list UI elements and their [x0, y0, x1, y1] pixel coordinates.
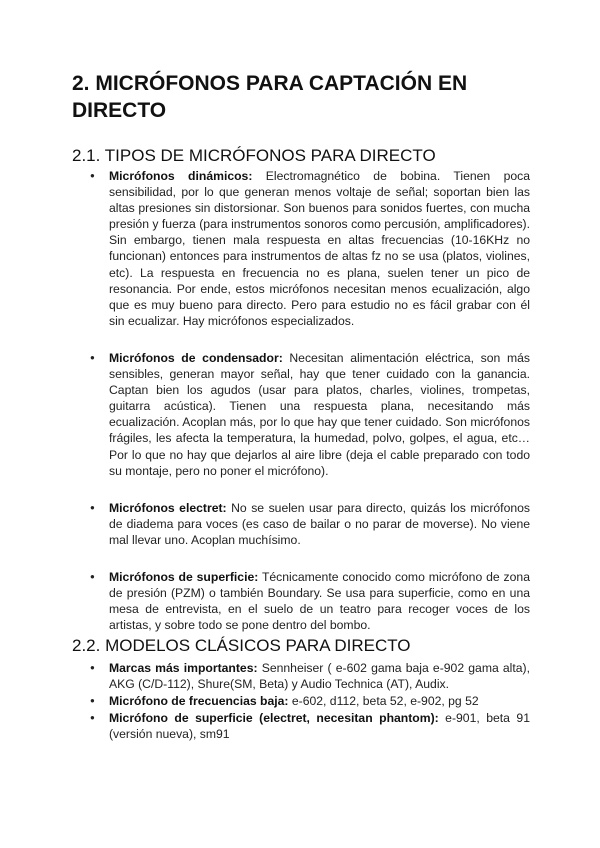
item-term: Micrófono de superficie (electret, necesitan phantom):: [109, 711, 439, 726]
section-heading-modelos: 2.2. MODELOS CLÁSICOS PARA DIRECTO: [72, 636, 411, 655]
list-item-dinamicos: [72, 168, 530, 329]
item-term: Marcas más importantes:: [109, 661, 258, 675]
item-text: Técnicamente conocido como micrófono de zona de presión (PZM) o también Boundary. Se usa para superficie, como en una mesa de entrevista, en el suelo de un teatro para recoger voces de los artistas, y sobre todo se pone dentro del bombo.: [109, 569, 530, 633]
item-text: e-901, beta 91 (versión nueva), sm91: [109, 711, 530, 742]
list-item-electret: [72, 500, 530, 548]
item-text: Necesitan alimentación eléctrica, son más sensibles, generan mayor señal, hay que tener cuidado con la ganancia. Captan bien los agudos (usar para platos, charles, violines, trompetas, guitarra acústica). Tienen una respuesta plana, necesitando más ecualización. Acoplan más, por lo que hay que tener cuidado. Son micrófonos frágiles, les afecta la temperatura, la humedad, polvo, golpes, el agua, etc… Por lo que no hay que dejarlos al aire libre (deja el cable preparado con todo su montaje, pero no poner el micrófono).: [109, 350, 530, 478]
item-term: Micrófono de frecuencias baja:: [109, 694, 289, 709]
section-heading-tipos: 2.1. TIPOS DE MICRÓFONOS PARA DIRECTO: [72, 146, 436, 165]
item-term: Micrófonos de superficie:: [109, 569, 259, 584]
list-item-condensador: [72, 350, 530, 479]
item-text: No se suelen usar para directo, quizás los micrófonos de diadema para voces (es caso de bailar o no parar de moverse). No viene mal llevar uno. Acoplan muchísimo.: [109, 500, 530, 547]
page-title: 2. MICRÓFONOS PARA CAPTACIÓN EN DIRECTO: [72, 72, 468, 122]
classic-models-list: [72, 660, 530, 743]
mic-types-list: [72, 168, 530, 654]
list-item-superficie-modelos: [72, 710, 530, 742]
item-text: Electromagnético de bobina. Tienen poca sensibilidad, por lo que generan menos voltaje de señal; soportan bien las altas presiones sin distorsionar. Son buenos para sonidos fuertes, con mucha presión y fuerza (para instrumentos sonoros como percusión, amplificadores). Sin embargo, tienen mala respuesta en altas frecuencias (10-16KHz no funcionan) entonces para instrumentos de altas fz no se usa (platos, violines, etc). La respuesta en frecuencia no es plana, suelen tener un pico de resonancia. Por ende, estos micrófonos necesitan menos ecualización, algo que es muy bueno para directo. Pero para estudio no es fácil grabar con él sin ecualizar. Hay micrófonos especializados.: [109, 169, 530, 328]
item-term: Micrófonos dinámicos:: [109, 169, 253, 183]
item-term: Micrófonos de condensador:: [109, 350, 283, 365]
list-item-superficie: [72, 569, 530, 633]
list-item-marcas: [72, 660, 530, 692]
item-text: Sennheiser ( e-602 gama baja e-902 gama alta), AKG (C/D-112), Shure(SM, Beta) y Audio Technica (AT), Audix.: [109, 661, 531, 692]
item-term: Micrófonos electret:: [109, 500, 227, 515]
list-item-frecuencias-baja: [72, 693, 530, 709]
item-text: e-602, d112, beta 52, e-902, pg 52: [288, 694, 479, 709]
